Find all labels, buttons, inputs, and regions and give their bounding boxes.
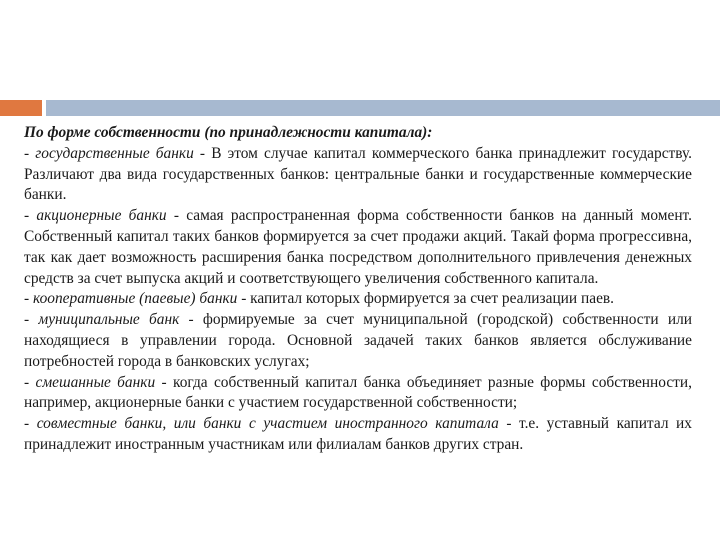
accent-bar-orange bbox=[0, 100, 42, 116]
accent-bar-blue bbox=[46, 100, 720, 116]
slide-heading: По форме собственности (по принадлежности капитала): bbox=[24, 124, 433, 141]
definition-state-banks: - В этом случае капитал коммерческого банка принадлежит государству. Различают два вида государственных банков: центральные банки и государственные коммерческие банки. bbox=[24, 144, 692, 204]
list-item-joint-stock-banks bbox=[24, 206, 692, 289]
list-item-municipal-banks bbox=[24, 310, 692, 372]
list-dash: - bbox=[24, 373, 36, 391]
list-item-cooperative-banks bbox=[24, 289, 692, 310]
term-joint-stock-banks: акционерные банки bbox=[36, 207, 167, 225]
term-mixed-banks: смешанные банки bbox=[35, 373, 156, 391]
definition-cooperative-banks: - капитал которых формируется за счет реализации паев. bbox=[237, 290, 615, 308]
slide-body bbox=[24, 123, 692, 456]
term-state-banks: государственные банки bbox=[35, 144, 194, 162]
list-dash: - bbox=[24, 415, 37, 433]
list-item-state-banks bbox=[24, 144, 692, 206]
definition-municipal-banks: - формируемые за счет муниципальной (городской) собственности или находящиеся в управлении города. Основной задачей таких банков является обслуживание потребностей города в банковских услугах; bbox=[24, 311, 692, 370]
list-dash: - bbox=[24, 144, 36, 162]
term-cooperative-banks: кооперативные (паевые) банки bbox=[32, 290, 238, 308]
list-dash: - bbox=[24, 207, 37, 225]
list-dash: - bbox=[24, 290, 33, 308]
term-municipal-banks: муниципальные банк bbox=[38, 311, 180, 329]
list-dash: - bbox=[24, 311, 39, 329]
list-item-mixed-banks bbox=[24, 373, 692, 415]
definition-mixed-banks: - когда собственный капитал банка объединяет разные формы собственности, например, акционерные банки с участием государственной собственности; bbox=[24, 373, 692, 412]
list-item-joint-venture-banks bbox=[24, 414, 692, 456]
definition-joint-venture-banks: - т.е. уставный капитал их принадлежит иностранным участникам или филиалам банков других стран. bbox=[24, 415, 692, 453]
definition-joint-stock-banks: - самая распространенная форма собственности банков на данный момент. Собственный капитал таких банков формируется за счет продажи акций. Такай форма прогрессивна, так как дает возможность расширения банка посредством дополнительного привлечения денежных средств за счет выпуска акций и соответствующего увеличения собственного капитала. bbox=[24, 207, 692, 287]
term-joint-venture-banks: совместные банки, или банки с участием иностранного капитала bbox=[36, 415, 499, 433]
